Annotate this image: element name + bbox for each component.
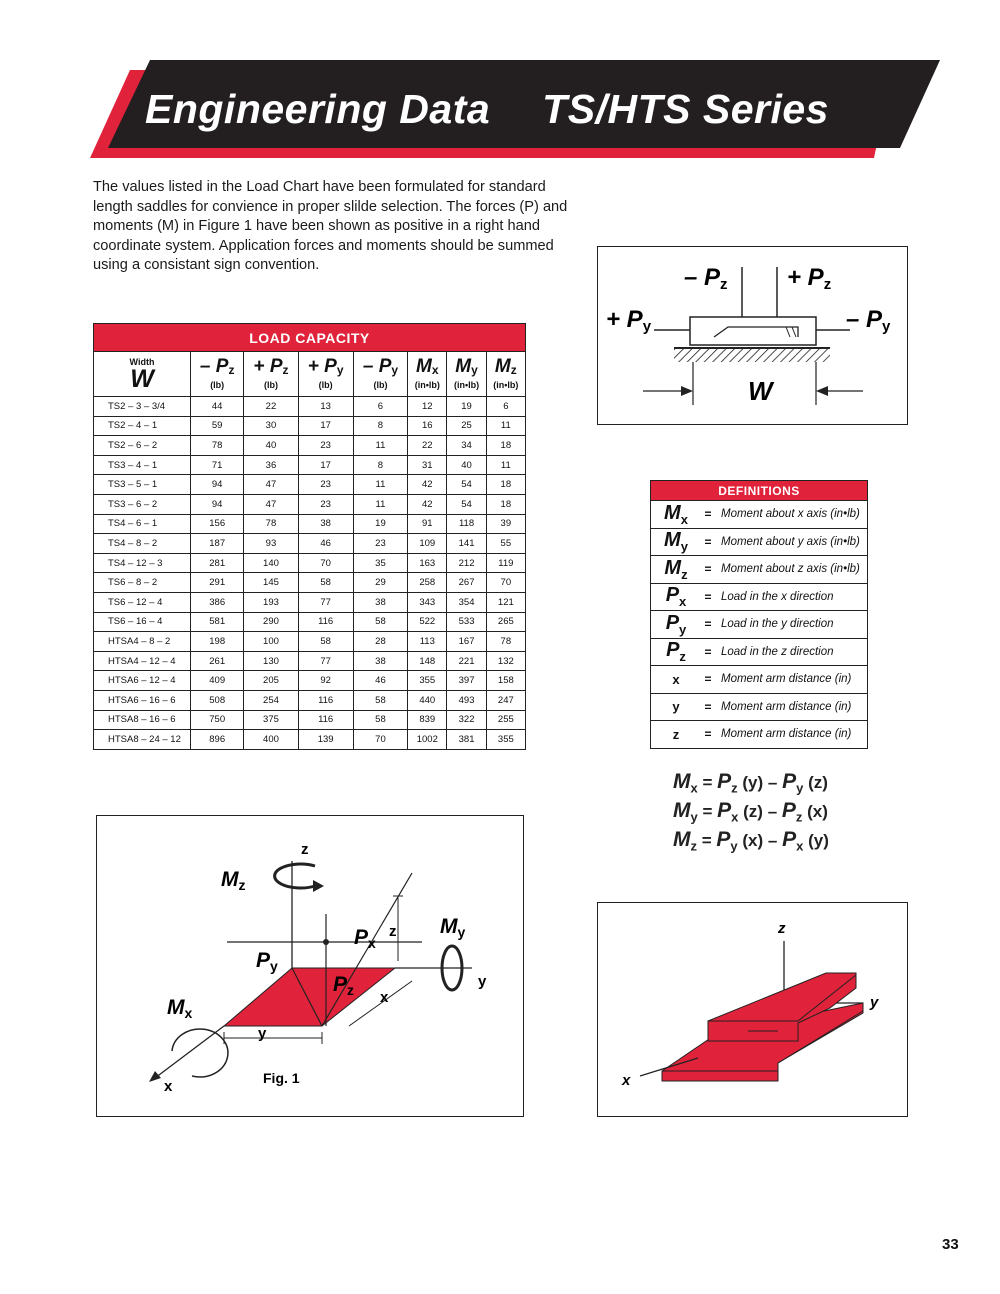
definition-text: Moment arm distance (in) — [715, 666, 868, 694]
table-cell-value: 23 — [298, 436, 353, 456]
table-cell-value: 54 — [447, 494, 486, 514]
page-number: 33 — [942, 1236, 959, 1253]
width-arrow-right — [816, 386, 828, 396]
table-cell-value: 291 — [191, 573, 244, 593]
x-axis — [155, 1026, 224, 1078]
table-cell-value: 34 — [447, 436, 486, 456]
table-cell-value: 11 — [353, 436, 407, 456]
table-cell-value: 11 — [353, 475, 407, 495]
fig1-my-label: My — [440, 915, 466, 940]
table-row — [94, 632, 526, 652]
moment-equation: $M_y = P_x$ $(z) - P_z$ (x) — [673, 799, 828, 825]
moment-equation: $M_z = P_y$ $(x) - P_x$ (y) — [673, 828, 829, 854]
table-cell-value: 132 — [486, 651, 525, 671]
table-cell-value: 6 — [353, 397, 407, 417]
definition-symbol: $M_x$ — [651, 501, 702, 529]
table-row — [94, 553, 526, 573]
table-cell-value: 193 — [244, 592, 298, 612]
table-row — [94, 730, 526, 750]
table-cell-value: 30 — [244, 416, 298, 436]
table-cell-value: 58 — [298, 632, 353, 652]
table-cell-value: 354 — [447, 592, 486, 612]
table-row — [94, 494, 526, 514]
definition-row — [651, 666, 868, 694]
table-cell-value: 255 — [486, 710, 525, 730]
table-cell-value: 896 — [191, 730, 244, 750]
column-header-pos-py: + $P_y$ (lb) — [298, 352, 353, 397]
table-cell-value: 55 — [486, 534, 525, 554]
table-cell-value: 12 — [408, 397, 447, 417]
table-cell-value: 28 — [353, 632, 407, 652]
table-cell-value: 8 — [353, 455, 407, 475]
table-cell-value: 6 — [486, 397, 525, 417]
table-row — [94, 455, 526, 475]
table-cell-value: 42 — [408, 494, 447, 514]
table-cell-value: 8 — [353, 416, 407, 436]
table-cell-value: 35 — [353, 553, 407, 573]
definition-equals: = — [701, 611, 715, 639]
moment-equations — [673, 770, 829, 857]
table-row — [94, 710, 526, 730]
table-row — [94, 436, 526, 456]
table-cell-model: TS3 – 6 – 2 — [94, 494, 191, 514]
fig1-pz-label: Pz — [333, 973, 355, 998]
table-row — [94, 534, 526, 554]
table-cell-value: 212 — [447, 553, 486, 573]
table-cell-value: 121 — [486, 592, 525, 612]
table-cell-value: 31 — [408, 455, 447, 475]
table-cell-model: HTSA8 – 16 – 6 — [94, 710, 191, 730]
table-cell-value: 118 — [447, 514, 486, 534]
table-cell-value: 163 — [408, 553, 447, 573]
table-cell-value: 116 — [298, 710, 353, 730]
table-cell-value: 140 — [244, 553, 298, 573]
table-cell-value: 581 — [191, 612, 244, 632]
table-cell-value: 11 — [353, 494, 407, 514]
table-cell-value: 16 — [408, 416, 447, 436]
table-cell-value: 508 — [191, 690, 244, 710]
page-title — [145, 86, 829, 133]
header-banner — [0, 0, 1000, 170]
definition-equals: = — [701, 666, 715, 694]
definition-equals: = — [701, 638, 715, 666]
iso-x-label: x — [622, 1072, 631, 1089]
table-cell-model: TS6 – 12 – 4 — [94, 592, 191, 612]
table-cell-value: 93 — [244, 534, 298, 554]
table-cell-value: 11 — [486, 416, 525, 436]
table-cell-model: TS6 – 8 – 2 — [94, 573, 191, 593]
table-cell-value: 267 — [447, 573, 486, 593]
definition-equals: = — [701, 501, 715, 529]
table-cell-value: 247 — [486, 690, 525, 710]
table-cell-value: 23 — [298, 475, 353, 495]
table-cell-value: 1002 — [408, 730, 447, 750]
base-hatch — [674, 348, 830, 362]
table-cell-value: 113 — [408, 632, 447, 652]
table-cell-value: 38 — [298, 514, 353, 534]
column-header-mx: $M_x$ (in•lb) — [408, 352, 447, 397]
fig1-mx-label: Mx — [167, 996, 193, 1021]
table-cell-value: 18 — [486, 436, 525, 456]
table-row — [94, 592, 526, 612]
table-cell-value: 40 — [244, 436, 298, 456]
table-cell-value: 355 — [408, 671, 447, 691]
table-cell-value: 70 — [486, 573, 525, 593]
table-row — [94, 416, 526, 436]
intro-paragraph: The values listed in the Load Chart have been formulated for standard length saddles for convience in proper slilde selection. The forces (P) and moments (M) in Figure 1 have been shown as positive in a right hand coordinate system. Application forces and moments should be summed using a consistant sign convention. — [93, 179, 568, 274]
definition-row — [651, 501, 868, 529]
table-cell-value: 343 — [408, 592, 447, 612]
table-cell-value: 17 — [298, 455, 353, 475]
table-cell-value: 25 — [447, 416, 486, 436]
definition-symbol: $P_x$ — [651, 583, 702, 611]
table-cell-value: 355 — [486, 730, 525, 750]
definition-text: Moment about y axis (in•lb) — [715, 528, 868, 556]
table-cell-value: 71 — [191, 455, 244, 475]
table-cell-model: HTSA4 – 12 – 4 — [94, 651, 191, 671]
column-header-neg-pz: – $P_z$ (lb) — [191, 352, 244, 397]
moment-equation: $M_x = P_z$ $(y) - P_y$ (z) — [673, 770, 828, 796]
fig1-x-dim-label: x — [380, 989, 389, 1006]
column-header-row — [94, 352, 526, 397]
table-cell-value: 386 — [191, 592, 244, 612]
definition-equals: = — [701, 528, 715, 556]
table-cell-value: 148 — [408, 651, 447, 671]
table-cell-value: 46 — [353, 671, 407, 691]
table-cell-value: 119 — [486, 553, 525, 573]
table-row — [94, 651, 526, 671]
table-cell-value: 139 — [298, 730, 353, 750]
table-row — [94, 671, 526, 691]
table-cell-model: TS4 – 8 – 2 — [94, 534, 191, 554]
definition-symbol: x — [651, 666, 702, 694]
definitions-title: DEFINITIONS — [651, 481, 868, 501]
table-cell-value: 221 — [447, 651, 486, 671]
table-cell-value: 36 — [244, 455, 298, 475]
table-cell-value: 58 — [353, 710, 407, 730]
definition-text: Moment arm distance (in) — [715, 693, 868, 721]
table-cell-value: 409 — [191, 671, 244, 691]
neg-py-label: – Py — [846, 306, 891, 335]
definition-row — [651, 583, 868, 611]
table-cell-value: 58 — [353, 612, 407, 632]
fig1-y-label: y — [478, 973, 487, 990]
table-cell-value: 158 — [486, 671, 525, 691]
definition-text: Load in the y direction — [715, 611, 868, 639]
column-header-my: $M_y$ (in•lb) — [447, 352, 486, 397]
fig1-mz-label: Mz — [221, 868, 246, 893]
definition-symbol: y — [651, 693, 702, 721]
table-cell-value: 22 — [244, 397, 298, 417]
fig1-z-label: z — [301, 841, 309, 858]
table-cell-value: 78 — [486, 632, 525, 652]
table-cell-value: 92 — [298, 671, 353, 691]
fig1-caption: Fig. 1 — [263, 1070, 300, 1086]
definition-row — [651, 528, 868, 556]
iso-z-label: z — [778, 920, 786, 937]
definition-equals: = — [701, 556, 715, 584]
definitions-table — [650, 480, 868, 749]
table-cell-value: 440 — [408, 690, 447, 710]
table-cell-value: 58 — [353, 690, 407, 710]
table-cell-value: 44 — [191, 397, 244, 417]
column-header-mz: $M_z$ (in•lb) — [486, 352, 525, 397]
iso-y-label: y — [870, 994, 879, 1011]
definition-symbol: $M_z$ — [651, 556, 702, 584]
table-cell-value: 290 — [244, 612, 298, 632]
table-cell-value: 265 — [486, 612, 525, 632]
table-cell-model: TS2 – 4 – 1 — [94, 416, 191, 436]
table-cell-value: 18 — [486, 475, 525, 495]
figure-1-svg — [97, 816, 523, 1116]
definitions-body — [651, 501, 868, 749]
table-cell-value: 47 — [244, 494, 298, 514]
definition-row — [651, 638, 868, 666]
table-cell-value: 205 — [244, 671, 298, 691]
table-cell-value: 187 — [191, 534, 244, 554]
table-cell-value: 100 — [244, 632, 298, 652]
table-row — [94, 514, 526, 534]
definition-row — [651, 611, 868, 639]
load-capacity-title: LOAD CAPACITY — [94, 324, 526, 352]
table-cell-value: 145 — [244, 573, 298, 593]
carriage — [690, 317, 816, 345]
fig1-py-label: Py — [256, 949, 278, 974]
column-header-neg-py: – $P_y$ (lb) — [353, 352, 407, 397]
table-cell-value: 40 — [447, 455, 486, 475]
table-cell-value: 130 — [244, 651, 298, 671]
fig1-z-dim-label: z — [389, 923, 397, 940]
table-cell-value: 77 — [298, 592, 353, 612]
table-cell-value: 375 — [244, 710, 298, 730]
table-cell-model: HTSA6 – 16 – 6 — [94, 690, 191, 710]
table-cell-value: 11 — [486, 455, 525, 475]
table-cell-value: 23 — [298, 494, 353, 514]
table-cell-value: 91 — [408, 514, 447, 534]
pos-pz-label: + Pz — [787, 264, 832, 293]
mz-rotation-arrow — [275, 864, 315, 888]
table-cell-value: 116 — [298, 612, 353, 632]
definition-text: Moment about x axis (in•lb) — [715, 501, 868, 529]
definition-symbol: z — [651, 721, 702, 749]
width-column-header: Width W — [94, 352, 191, 397]
table-cell-value: 70 — [353, 730, 407, 750]
table-cell-value: 38 — [353, 592, 407, 612]
table-cell-value: 198 — [191, 632, 244, 652]
width-label: W — [748, 376, 773, 406]
table-cell-model: TS3 – 5 – 1 — [94, 475, 191, 495]
table-cell-value: 46 — [298, 534, 353, 554]
definition-row — [651, 721, 868, 749]
table-cell-value: 58 — [298, 573, 353, 593]
isometric-slide-diagram — [597, 902, 908, 1117]
table-cell-value: 39 — [486, 514, 525, 534]
table-cell-value: 19 — [447, 397, 486, 417]
isometric-slide-svg — [598, 903, 907, 1116]
table-cell-value: 493 — [447, 690, 486, 710]
mx-rotation-arrow — [172, 1029, 228, 1077]
definition-equals: = — [701, 693, 715, 721]
title-left: Engineering Data — [145, 86, 491, 132]
definition-equals: = — [701, 583, 715, 611]
table-cell-value: 322 — [447, 710, 486, 730]
table-cell-model: HTSA8 – 24 – 12 — [94, 730, 191, 750]
definition-text: Load in the z direction — [715, 638, 868, 666]
definition-row — [651, 556, 868, 584]
table-cell-value: 400 — [244, 730, 298, 750]
table-cell-value: 109 — [408, 534, 447, 554]
table-row — [94, 573, 526, 593]
column-header-pos-pz: + $P_z$ (lb) — [244, 352, 298, 397]
table-cell-value: 261 — [191, 651, 244, 671]
definition-text: Load in the x direction — [715, 583, 868, 611]
definition-text: Moment about z axis (in•lb) — [715, 556, 868, 584]
banner-shape — [0, 0, 1000, 170]
table-cell-value: 13 — [298, 397, 353, 417]
load-capacity-table — [93, 323, 526, 750]
definition-row — [651, 693, 868, 721]
table-cell-value: 522 — [408, 612, 447, 632]
table-row — [94, 475, 526, 495]
table-cell-value: 19 — [353, 514, 407, 534]
table-cell-value: 47 — [244, 475, 298, 495]
definition-symbol: $P_z$ — [651, 638, 702, 666]
table-cell-value: 141 — [447, 534, 486, 554]
table-cell-value: 94 — [191, 494, 244, 514]
table-cell-value: 839 — [408, 710, 447, 730]
table-cell-model: HTSA6 – 12 – 4 — [94, 671, 191, 691]
title-right: TS/HTS Series — [542, 86, 829, 132]
table-cell-value: 78 — [244, 514, 298, 534]
width-arrow-left — [681, 386, 693, 396]
neg-pz-label: – Pz — [684, 264, 728, 293]
table-cell-value: 22 — [408, 436, 447, 456]
load-plate — [224, 968, 395, 1026]
table-cell-model: TS4 – 6 – 1 — [94, 514, 191, 534]
table-cell-value: 750 — [191, 710, 244, 730]
table-cell-model: TS3 – 4 – 1 — [94, 455, 191, 475]
table-cell-value: 77 — [298, 651, 353, 671]
table-cell-value: 397 — [447, 671, 486, 691]
table-cell-value: 18 — [486, 494, 525, 514]
table-cell-model: TS2 – 6 – 2 — [94, 436, 191, 456]
iso-saddle — [708, 973, 856, 1041]
fig1-x-label: x — [164, 1078, 173, 1095]
figure-1-diagram — [96, 815, 524, 1117]
table-cell-model: HTSA4 – 8 – 2 — [94, 632, 191, 652]
table-row — [94, 397, 526, 417]
table-cell-model: TS2 – 3 – 3/4 — [94, 397, 191, 417]
table-cell-value: 38 — [353, 651, 407, 671]
table-cell-value: 54 — [447, 475, 486, 495]
fig1-px-label: Px — [354, 926, 376, 951]
table-row — [94, 612, 526, 632]
load-table-body — [94, 397, 526, 750]
slide-load-diagram — [597, 246, 908, 425]
table-cell-model: TS4 – 12 – 3 — [94, 553, 191, 573]
definition-text: Moment arm distance (in) — [715, 721, 868, 749]
table-cell-value: 281 — [191, 553, 244, 573]
table-cell-value: 156 — [191, 514, 244, 534]
table-cell-value: 167 — [447, 632, 486, 652]
table-cell-value: 17 — [298, 416, 353, 436]
definition-symbol: $M_y$ — [651, 528, 702, 556]
definition-equals: = — [701, 721, 715, 749]
table-cell-value: 70 — [298, 553, 353, 573]
table-cell-value: 59 — [191, 416, 244, 436]
table-cell-value: 23 — [353, 534, 407, 554]
table-cell-value: 116 — [298, 690, 353, 710]
pos-py-label: + Py — [606, 306, 652, 335]
fig1-y-dim-label: y — [258, 1025, 267, 1042]
table-cell-model: TS6 – 16 – 4 — [94, 612, 191, 632]
table-cell-value: 94 — [191, 475, 244, 495]
table-cell-value: 254 — [244, 690, 298, 710]
table-cell-value: 258 — [408, 573, 447, 593]
table-row — [94, 690, 526, 710]
table-cell-value: 42 — [408, 475, 447, 495]
definition-symbol: $P_y$ — [651, 611, 702, 639]
slide-load-svg — [598, 247, 907, 424]
table-cell-value: 78 — [191, 436, 244, 456]
table-cell-value: 381 — [447, 730, 486, 750]
table-cell-value: 533 — [447, 612, 486, 632]
table-cell-value: 29 — [353, 573, 407, 593]
